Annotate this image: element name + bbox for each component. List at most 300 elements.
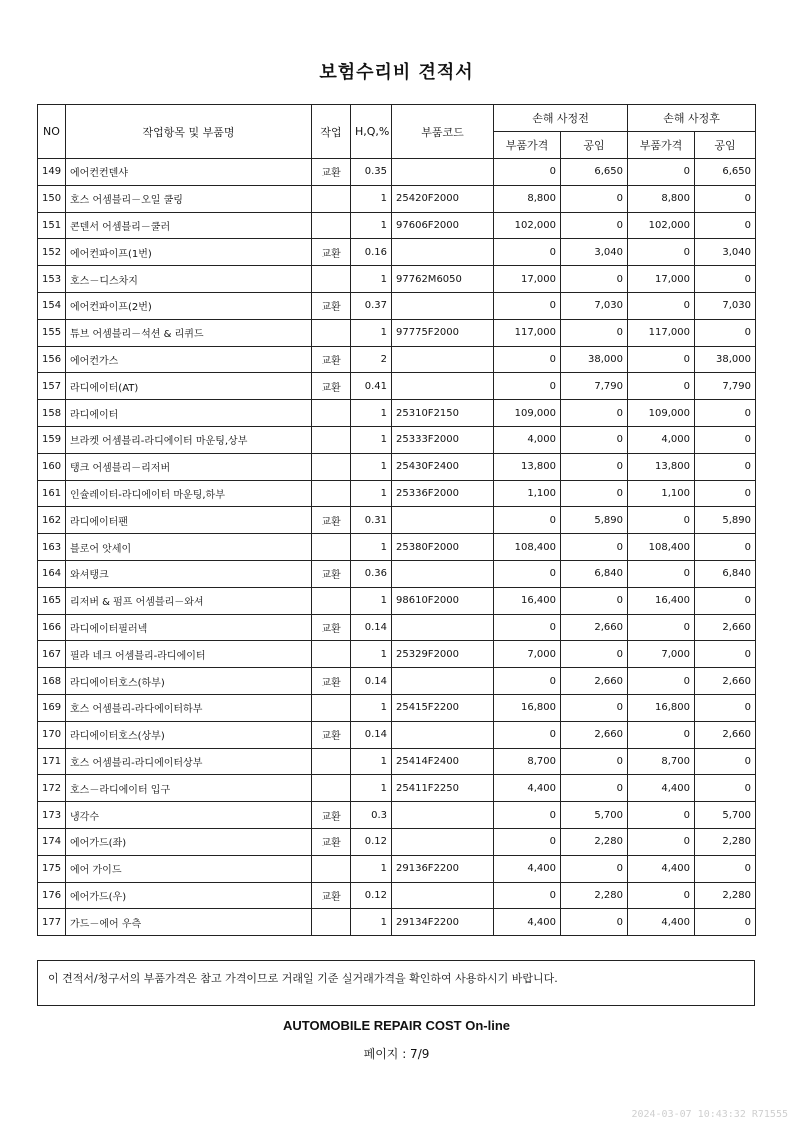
cell-hq: 0.14 bbox=[351, 614, 392, 641]
cell-no: 175 bbox=[38, 855, 66, 882]
cell-hq: 0.12 bbox=[351, 882, 392, 909]
cell-code bbox=[392, 882, 494, 909]
cell-labor-after: 0 bbox=[695, 909, 756, 936]
cell-work bbox=[312, 534, 351, 561]
header-no: NO bbox=[38, 105, 66, 159]
cell-labor-after: 0 bbox=[695, 855, 756, 882]
table-row bbox=[38, 694, 756, 721]
cell-no: 172 bbox=[38, 775, 66, 802]
table-row bbox=[38, 748, 756, 775]
cell-labor-before: 7,030 bbox=[561, 292, 628, 319]
cell-labor-after: 0 bbox=[695, 400, 756, 427]
cell-code: 25329F2000 bbox=[392, 641, 494, 668]
cell-no: 162 bbox=[38, 507, 66, 534]
cell-labor-before: 2,280 bbox=[561, 828, 628, 855]
cell-labor-after: 0 bbox=[695, 426, 756, 453]
cell-labor-before: 0 bbox=[561, 534, 628, 561]
cell-labor-after: 0 bbox=[695, 212, 756, 239]
cell-labor-after: 2,280 bbox=[695, 828, 756, 855]
cell-price-before: 8,700 bbox=[494, 748, 561, 775]
cell-labor-before: 0 bbox=[561, 185, 628, 212]
header-labor-before: 공임 bbox=[561, 132, 628, 159]
cell-price-before: 0 bbox=[494, 802, 561, 829]
cell-labor-after: 0 bbox=[695, 319, 756, 346]
cell-code: 97606F2000 bbox=[392, 212, 494, 239]
cell-no: 156 bbox=[38, 346, 66, 373]
cell-no: 170 bbox=[38, 721, 66, 748]
cell-price-before: 1,100 bbox=[494, 480, 561, 507]
table-row bbox=[38, 828, 756, 855]
cell-price-before: 0 bbox=[494, 292, 561, 319]
cell-hq: 0.37 bbox=[351, 292, 392, 319]
cell-code bbox=[392, 373, 494, 400]
cell-labor-before: 2,660 bbox=[561, 721, 628, 748]
table-row bbox=[38, 346, 756, 373]
cell-price-before: 16,400 bbox=[494, 587, 561, 614]
cell-hq: 1 bbox=[351, 534, 392, 561]
cell-no: 154 bbox=[38, 292, 66, 319]
cell-labor-before: 0 bbox=[561, 400, 628, 427]
header-work: 작업 bbox=[312, 105, 351, 159]
cell-code bbox=[392, 721, 494, 748]
cell-name: 에어컨가스 bbox=[66, 346, 312, 373]
cell-labor-after: 0 bbox=[695, 534, 756, 561]
cell-price-before: 108,400 bbox=[494, 534, 561, 561]
table-row bbox=[38, 614, 756, 641]
cell-code bbox=[392, 560, 494, 587]
cell-work: 교환 bbox=[312, 668, 351, 695]
cell-labor-before: 0 bbox=[561, 480, 628, 507]
cell-labor-before: 0 bbox=[561, 909, 628, 936]
cell-labor-after: 0 bbox=[695, 641, 756, 668]
cell-name: 와셔탱크 bbox=[66, 560, 312, 587]
cell-price-before: 4,000 bbox=[494, 426, 561, 453]
cell-name: 리저버 & 펌프 어셈블리－와셔 bbox=[66, 587, 312, 614]
header-hq: H,Q,% bbox=[351, 105, 392, 159]
cell-price-after: 13,800 bbox=[628, 453, 695, 480]
cell-name: 호스－라디에이터 입구 bbox=[66, 775, 312, 802]
cell-labor-after: 5,700 bbox=[695, 802, 756, 829]
cell-no: 168 bbox=[38, 668, 66, 695]
cell-labor-before: 0 bbox=[561, 641, 628, 668]
cell-hq: 1 bbox=[351, 212, 392, 239]
table-row bbox=[38, 909, 756, 936]
cell-work bbox=[312, 480, 351, 507]
cell-code: 25430F2400 bbox=[392, 453, 494, 480]
cell-code bbox=[392, 239, 494, 266]
cell-name: 에어 가이드 bbox=[66, 855, 312, 882]
cell-hq: 1 bbox=[351, 453, 392, 480]
table-body bbox=[38, 159, 756, 936]
cell-work bbox=[312, 400, 351, 427]
cell-no: 176 bbox=[38, 882, 66, 909]
cell-labor-before: 0 bbox=[561, 319, 628, 346]
cell-labor-after: 0 bbox=[695, 775, 756, 802]
cell-work: 교환 bbox=[312, 614, 351, 641]
header-after: 손해 사정후 bbox=[628, 105, 756, 132]
cell-price-after: 4,000 bbox=[628, 426, 695, 453]
table-row bbox=[38, 453, 756, 480]
cell-hq: 1 bbox=[351, 426, 392, 453]
cell-price-after: 102,000 bbox=[628, 212, 695, 239]
cell-hq: 0.12 bbox=[351, 828, 392, 855]
cell-price-before: 17,000 bbox=[494, 266, 561, 293]
cell-price-before: 16,800 bbox=[494, 694, 561, 721]
cell-labor-after: 0 bbox=[695, 185, 756, 212]
cell-no: 159 bbox=[38, 426, 66, 453]
cell-price-after: 17,000 bbox=[628, 266, 695, 293]
header-item: 작업항목 및 부품명 bbox=[66, 105, 312, 159]
cell-work bbox=[312, 426, 351, 453]
cell-price-after: 109,000 bbox=[628, 400, 695, 427]
cell-code: 25380F2000 bbox=[392, 534, 494, 561]
cell-name: 가드－에어 우측 bbox=[66, 909, 312, 936]
cell-code bbox=[392, 614, 494, 641]
table-row bbox=[38, 400, 756, 427]
cell-name: 호스 어셈블리-라디에이터상부 bbox=[66, 748, 312, 775]
cell-labor-after: 5,890 bbox=[695, 507, 756, 534]
cell-price-before: 109,000 bbox=[494, 400, 561, 427]
cell-no: 174 bbox=[38, 828, 66, 855]
cell-name: 필라 네크 어셈블리-라디에이터 bbox=[66, 641, 312, 668]
cell-price-after: 108,400 bbox=[628, 534, 695, 561]
cell-hq: 1 bbox=[351, 855, 392, 882]
cell-work: 교환 bbox=[312, 560, 351, 587]
cell-labor-before: 0 bbox=[561, 587, 628, 614]
cell-no: 177 bbox=[38, 909, 66, 936]
cell-price-after: 0 bbox=[628, 828, 695, 855]
cell-code: 25415F2200 bbox=[392, 694, 494, 721]
cell-work bbox=[312, 641, 351, 668]
header-labor-after: 공임 bbox=[695, 132, 756, 159]
cell-price-after: 4,400 bbox=[628, 775, 695, 802]
cell-labor-after: 0 bbox=[695, 453, 756, 480]
cell-labor-before: 5,890 bbox=[561, 507, 628, 534]
cell-hq: 1 bbox=[351, 775, 392, 802]
cell-labor-before: 2,660 bbox=[561, 614, 628, 641]
cell-name: 탱크 어셈블리－리저버 bbox=[66, 453, 312, 480]
cell-labor-after: 0 bbox=[695, 480, 756, 507]
cell-name: 호스－디스차지 bbox=[66, 266, 312, 293]
cell-price-before: 0 bbox=[494, 159, 561, 186]
cell-code: 98610F2000 bbox=[392, 587, 494, 614]
cell-name: 에어컨파이프(1번) bbox=[66, 239, 312, 266]
cell-hq: 2 bbox=[351, 346, 392, 373]
table-row bbox=[38, 480, 756, 507]
table-row bbox=[38, 159, 756, 186]
header-part-price-after: 부품가격 bbox=[628, 132, 695, 159]
cell-price-before: 0 bbox=[494, 507, 561, 534]
cell-no: 152 bbox=[38, 239, 66, 266]
cell-labor-before: 0 bbox=[561, 212, 628, 239]
notice-box bbox=[37, 960, 755, 1006]
cell-code bbox=[392, 802, 494, 829]
cell-price-after: 16,400 bbox=[628, 587, 695, 614]
cell-price-after: 0 bbox=[628, 802, 695, 829]
cell-price-after: 0 bbox=[628, 882, 695, 909]
cell-hq: 0.35 bbox=[351, 159, 392, 186]
cell-hq: 0.3 bbox=[351, 802, 392, 829]
cell-labor-before: 3,040 bbox=[561, 239, 628, 266]
cell-work: 교환 bbox=[312, 882, 351, 909]
cell-labor-before: 0 bbox=[561, 453, 628, 480]
cell-no: 169 bbox=[38, 694, 66, 721]
cell-labor-after: 6,650 bbox=[695, 159, 756, 186]
cell-no: 167 bbox=[38, 641, 66, 668]
cell-work bbox=[312, 694, 351, 721]
cell-code: 25411F2250 bbox=[392, 775, 494, 802]
header-before: 손해 사정전 bbox=[494, 105, 628, 132]
cell-labor-before: 0 bbox=[561, 855, 628, 882]
cell-hq: 1 bbox=[351, 266, 392, 293]
cell-hq: 1 bbox=[351, 400, 392, 427]
cell-price-after: 4,400 bbox=[628, 909, 695, 936]
cell-hq: 1 bbox=[351, 909, 392, 936]
table-row bbox=[38, 373, 756, 400]
cell-name: 블로어 앗세이 bbox=[66, 534, 312, 561]
cell-labor-after: 0 bbox=[695, 266, 756, 293]
table-row bbox=[38, 775, 756, 802]
cell-hq: 0.36 bbox=[351, 560, 392, 587]
table-row bbox=[38, 319, 756, 346]
cell-price-after: 0 bbox=[628, 292, 695, 319]
cell-name: 라디에이터팬 bbox=[66, 507, 312, 534]
cell-labor-after: 2,660 bbox=[695, 614, 756, 641]
document-title: 보험수리비 견적서 bbox=[319, 62, 474, 83]
cell-work: 교환 bbox=[312, 721, 351, 748]
cell-work bbox=[312, 775, 351, 802]
cell-name: 에어컨컨덴샤 bbox=[66, 159, 312, 186]
cell-work bbox=[312, 909, 351, 936]
cell-no: 149 bbox=[38, 159, 66, 186]
footer-title: AUTOMOBILE REPAIR COST On-line bbox=[282, 1018, 511, 1033]
cell-price-before: 0 bbox=[494, 882, 561, 909]
cell-work: 교환 bbox=[312, 802, 351, 829]
cell-labor-after: 38,000 bbox=[695, 346, 756, 373]
cell-no: 150 bbox=[38, 185, 66, 212]
cell-price-after: 8,700 bbox=[628, 748, 695, 775]
cell-price-after: 0 bbox=[628, 507, 695, 534]
cell-work bbox=[312, 266, 351, 293]
table-row bbox=[38, 668, 756, 695]
cell-labor-before: 0 bbox=[561, 748, 628, 775]
cell-price-after: 0 bbox=[628, 560, 695, 587]
cell-code: 25336F2000 bbox=[392, 480, 494, 507]
cell-no: 163 bbox=[38, 534, 66, 561]
table-row bbox=[38, 882, 756, 909]
cell-work: 교환 bbox=[312, 507, 351, 534]
cell-price-before: 0 bbox=[494, 614, 561, 641]
cell-hq: 0.14 bbox=[351, 668, 392, 695]
table-row bbox=[38, 855, 756, 882]
cell-hq: 0.14 bbox=[351, 721, 392, 748]
cell-labor-before: 2,280 bbox=[561, 882, 628, 909]
cell-work bbox=[312, 185, 351, 212]
cell-name: 라디에이터호스(상부) bbox=[66, 721, 312, 748]
table-row bbox=[38, 239, 756, 266]
table-row bbox=[38, 802, 756, 829]
cell-price-after: 8,800 bbox=[628, 185, 695, 212]
cell-code: 97762M6050 bbox=[392, 266, 494, 293]
cell-price-after: 0 bbox=[628, 346, 695, 373]
cell-hq: 1 bbox=[351, 587, 392, 614]
cell-no: 173 bbox=[38, 802, 66, 829]
cell-name: 에어컨파이프(2번) bbox=[66, 292, 312, 319]
cell-name: 에어가드(우) bbox=[66, 882, 312, 909]
print-timestamp: 2024-03-07 10:43:32 R71555 bbox=[631, 1109, 788, 1120]
cell-labor-after: 0 bbox=[695, 587, 756, 614]
cell-price-before: 117,000 bbox=[494, 319, 561, 346]
cell-name: 냉각수 bbox=[66, 802, 312, 829]
cell-work bbox=[312, 212, 351, 239]
cell-price-after: 16,800 bbox=[628, 694, 695, 721]
table-row bbox=[38, 266, 756, 293]
cell-name: 인슐레이터-라디에이터 마운팅,하부 bbox=[66, 480, 312, 507]
cell-labor-before: 0 bbox=[561, 775, 628, 802]
cell-work: 교환 bbox=[312, 373, 351, 400]
cell-labor-after: 0 bbox=[695, 748, 756, 775]
cell-price-before: 7,000 bbox=[494, 641, 561, 668]
header-part-price-before: 부품가격 bbox=[494, 132, 561, 159]
cell-price-before: 4,400 bbox=[494, 775, 561, 802]
cell-price-before: 0 bbox=[494, 346, 561, 373]
cell-name: 라디에이터호스(하부) bbox=[66, 668, 312, 695]
cell-labor-before: 7,790 bbox=[561, 373, 628, 400]
cell-code: 25414F2400 bbox=[392, 748, 494, 775]
cell-price-before: 0 bbox=[494, 239, 561, 266]
cell-labor-before: 0 bbox=[561, 694, 628, 721]
cell-hq: 1 bbox=[351, 185, 392, 212]
cell-hq: 1 bbox=[351, 480, 392, 507]
cell-price-after: 4,400 bbox=[628, 855, 695, 882]
cell-price-after: 0 bbox=[628, 668, 695, 695]
cell-code bbox=[392, 828, 494, 855]
cell-price-before: 4,400 bbox=[494, 855, 561, 882]
cell-labor-after: 0 bbox=[695, 694, 756, 721]
cell-labor-after: 7,030 bbox=[695, 292, 756, 319]
cell-labor-after: 3,040 bbox=[695, 239, 756, 266]
cell-hq: 1 bbox=[351, 641, 392, 668]
cell-labor-after: 2,280 bbox=[695, 882, 756, 909]
cell-labor-after: 7,790 bbox=[695, 373, 756, 400]
cell-price-after: 0 bbox=[628, 239, 695, 266]
cell-price-after: 0 bbox=[628, 373, 695, 400]
notice-text: 이 견적서/청구서의 부품가격은 참고 가격이므로 거래일 기준 실거래가격을 확인하여 사용하시기 바랍니다. bbox=[48, 972, 558, 985]
cell-hq: 1 bbox=[351, 319, 392, 346]
cell-name: 라디에이터필러넥 bbox=[66, 614, 312, 641]
cell-name: 라디에이터(AT) bbox=[66, 373, 312, 400]
estimate-table bbox=[37, 104, 756, 936]
cell-work bbox=[312, 319, 351, 346]
cell-name: 호스 어셈블리-라다에이터하부 bbox=[66, 694, 312, 721]
table-row bbox=[38, 587, 756, 614]
cell-no: 160 bbox=[38, 453, 66, 480]
cell-no: 158 bbox=[38, 400, 66, 427]
cell-labor-before: 0 bbox=[561, 426, 628, 453]
table-row bbox=[38, 560, 756, 587]
cell-hq: 0.16 bbox=[351, 239, 392, 266]
cell-price-before: 8,800 bbox=[494, 185, 561, 212]
cell-price-after: 0 bbox=[628, 159, 695, 186]
table-row bbox=[38, 292, 756, 319]
cell-work: 교환 bbox=[312, 292, 351, 319]
cell-name: 라디에이터 bbox=[66, 400, 312, 427]
cell-no: 157 bbox=[38, 373, 66, 400]
cell-price-after: 1,100 bbox=[628, 480, 695, 507]
cell-labor-before: 6,650 bbox=[561, 159, 628, 186]
cell-code: 97775F2000 bbox=[392, 319, 494, 346]
cell-price-after: 0 bbox=[628, 721, 695, 748]
cell-price-before: 4,400 bbox=[494, 909, 561, 936]
cell-work bbox=[312, 587, 351, 614]
page-number: 페이지 : 7/9 bbox=[363, 1047, 430, 1061]
cell-price-before: 0 bbox=[494, 373, 561, 400]
cell-hq: 1 bbox=[351, 694, 392, 721]
cell-code bbox=[392, 159, 494, 186]
cell-price-after: 0 bbox=[628, 614, 695, 641]
cell-labor-before: 2,660 bbox=[561, 668, 628, 695]
cell-code bbox=[392, 507, 494, 534]
cell-work bbox=[312, 855, 351, 882]
cell-code: 25333F2000 bbox=[392, 426, 494, 453]
cell-work bbox=[312, 748, 351, 775]
cell-price-before: 13,800 bbox=[494, 453, 561, 480]
cell-work: 교환 bbox=[312, 239, 351, 266]
table-row bbox=[38, 185, 756, 212]
cell-price-before: 0 bbox=[494, 828, 561, 855]
cell-hq: 0.31 bbox=[351, 507, 392, 534]
cell-labor-before: 6,840 bbox=[561, 560, 628, 587]
cell-labor-after: 2,660 bbox=[695, 721, 756, 748]
cell-name: 콘덴서 어셈블리－쿨러 bbox=[66, 212, 312, 239]
cell-price-before: 102,000 bbox=[494, 212, 561, 239]
cell-hq: 0.41 bbox=[351, 373, 392, 400]
cell-no: 155 bbox=[38, 319, 66, 346]
cell-name: 튜브 어셈블리－석션 & 리퀴드 bbox=[66, 319, 312, 346]
cell-name: 브라켓 어셈블리-라디에이터 마운팅,상부 bbox=[66, 426, 312, 453]
table-row bbox=[38, 641, 756, 668]
header-code: 부품코드 bbox=[392, 105, 494, 159]
cell-code: 29134F2200 bbox=[392, 909, 494, 936]
cell-no: 164 bbox=[38, 560, 66, 587]
cell-price-after: 7,000 bbox=[628, 641, 695, 668]
cell-price-before: 0 bbox=[494, 668, 561, 695]
cell-hq: 1 bbox=[351, 748, 392, 775]
cell-labor-before: 38,000 bbox=[561, 346, 628, 373]
cell-code: 25310F2150 bbox=[392, 400, 494, 427]
cell-work bbox=[312, 453, 351, 480]
table-row bbox=[38, 534, 756, 561]
cell-name: 호스 어셈블리－오일 쿨링 bbox=[66, 185, 312, 212]
cell-price-after: 117,000 bbox=[628, 319, 695, 346]
cell-price-before: 0 bbox=[494, 560, 561, 587]
cell-no: 153 bbox=[38, 266, 66, 293]
cell-code: 25420F2000 bbox=[392, 185, 494, 212]
cell-labor-before: 5,700 bbox=[561, 802, 628, 829]
cell-no: 166 bbox=[38, 614, 66, 641]
table-row bbox=[38, 426, 756, 453]
cell-work: 교환 bbox=[312, 346, 351, 373]
cell-code: 29136F2200 bbox=[392, 855, 494, 882]
cell-code bbox=[392, 292, 494, 319]
cell-work: 교환 bbox=[312, 828, 351, 855]
cell-labor-after: 2,660 bbox=[695, 668, 756, 695]
cell-no: 151 bbox=[38, 212, 66, 239]
cell-code bbox=[392, 346, 494, 373]
table-row bbox=[38, 507, 756, 534]
cell-no: 165 bbox=[38, 587, 66, 614]
table-row bbox=[38, 212, 756, 239]
